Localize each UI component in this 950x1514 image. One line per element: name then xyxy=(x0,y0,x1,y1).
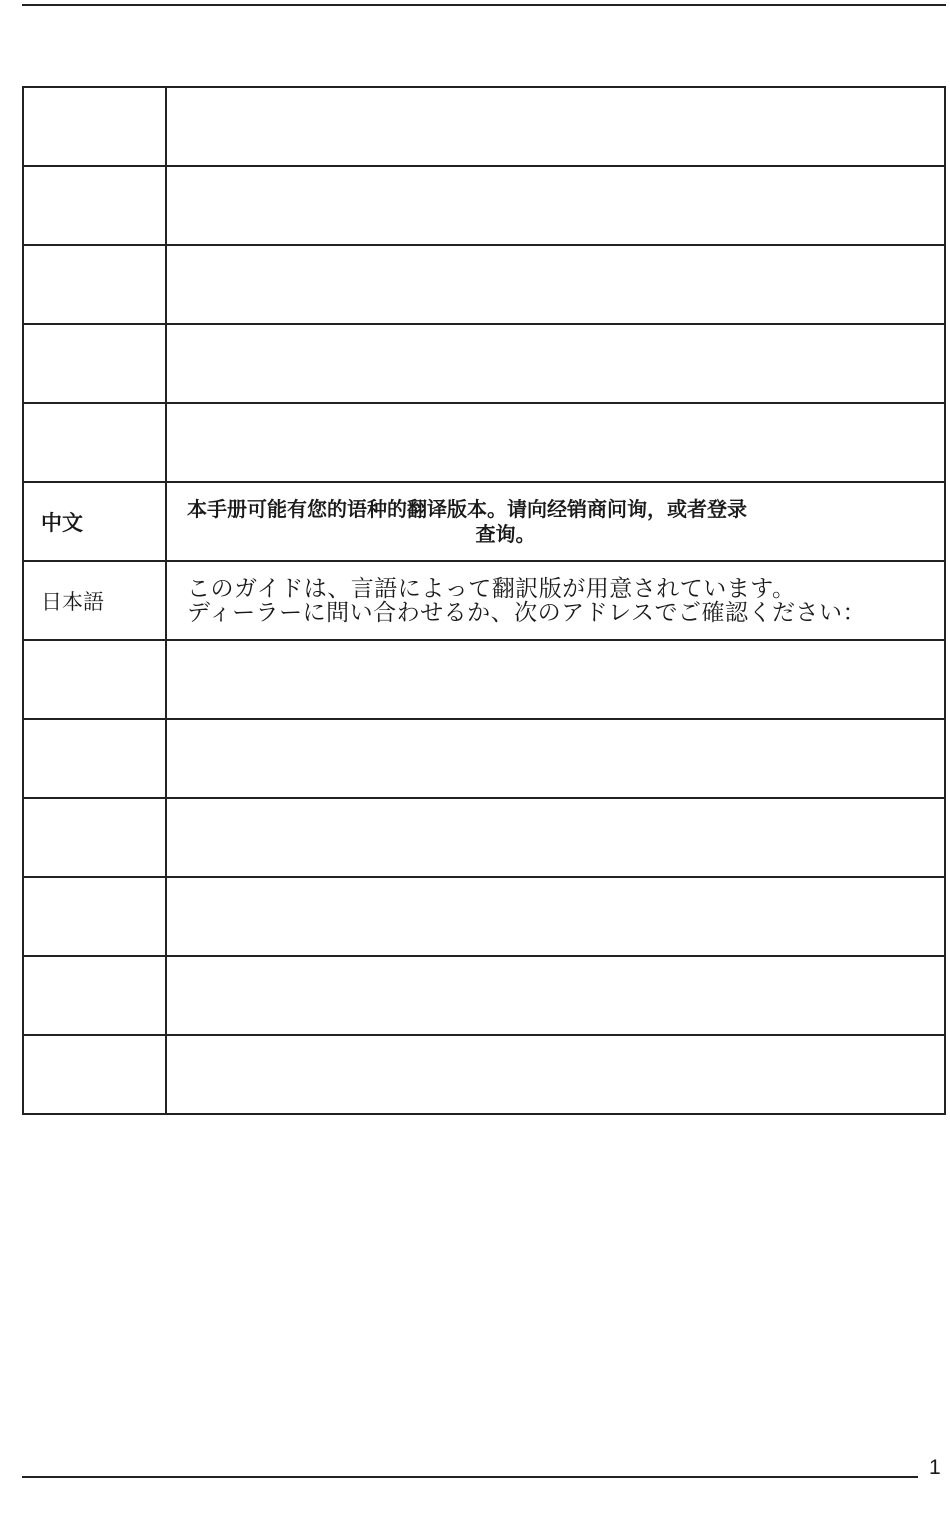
table-row-japanese xyxy=(23,561,945,640)
language-cell xyxy=(23,877,166,956)
table-row xyxy=(23,245,945,324)
text-cell xyxy=(166,1035,945,1114)
language-cell xyxy=(23,956,166,1035)
table-row-chinese xyxy=(23,482,945,561)
table-row xyxy=(23,324,945,403)
language-cell-chinese: 中文 xyxy=(23,482,166,561)
text-cell xyxy=(166,956,945,1035)
table-row xyxy=(23,640,945,719)
language-cell xyxy=(23,324,166,403)
text-cell xyxy=(166,166,945,245)
table-row xyxy=(23,719,945,798)
text-cell xyxy=(166,87,945,166)
language-cell-japanese: 日本語 xyxy=(23,561,166,640)
bottom-rule xyxy=(22,1476,918,1478)
language-cell xyxy=(23,719,166,798)
japanese-text-line-1: このガイドは、言語によって翻訳版が用意されています。 xyxy=(187,575,796,602)
table-row xyxy=(23,956,945,1035)
text-cell-chinese xyxy=(166,482,945,561)
text-cell xyxy=(166,245,945,324)
table-row xyxy=(23,877,945,956)
table-row xyxy=(23,1035,945,1114)
language-cell xyxy=(23,1035,166,1114)
language-cell xyxy=(23,403,166,482)
language-cell xyxy=(23,87,166,166)
table-row xyxy=(23,87,945,166)
table-row xyxy=(23,403,945,482)
chinese-text-line-2: 查询。 xyxy=(475,521,536,546)
text-cell xyxy=(166,719,945,798)
chinese-text-line-1: 本手册可能有您的语种的翻译版本。请向经销商问询，或者登录 xyxy=(187,496,747,521)
table-row xyxy=(23,166,945,245)
language-cell xyxy=(23,166,166,245)
table-row xyxy=(23,798,945,877)
text-cell xyxy=(166,798,945,877)
text-cell xyxy=(166,403,945,482)
japanese-text-line-2: ディーラーに問い合わせるか、次のアドレスでご確認ください： xyxy=(187,599,866,626)
language-cell xyxy=(23,798,166,877)
text-cell xyxy=(166,877,945,956)
language-cell xyxy=(23,640,166,719)
language-table xyxy=(22,86,946,1115)
language-cell xyxy=(23,245,166,324)
text-cell xyxy=(166,640,945,719)
top-rule xyxy=(22,4,946,6)
text-cell-japanese xyxy=(166,561,945,640)
page-number: 1 xyxy=(929,1456,941,1479)
text-cell xyxy=(166,324,945,403)
